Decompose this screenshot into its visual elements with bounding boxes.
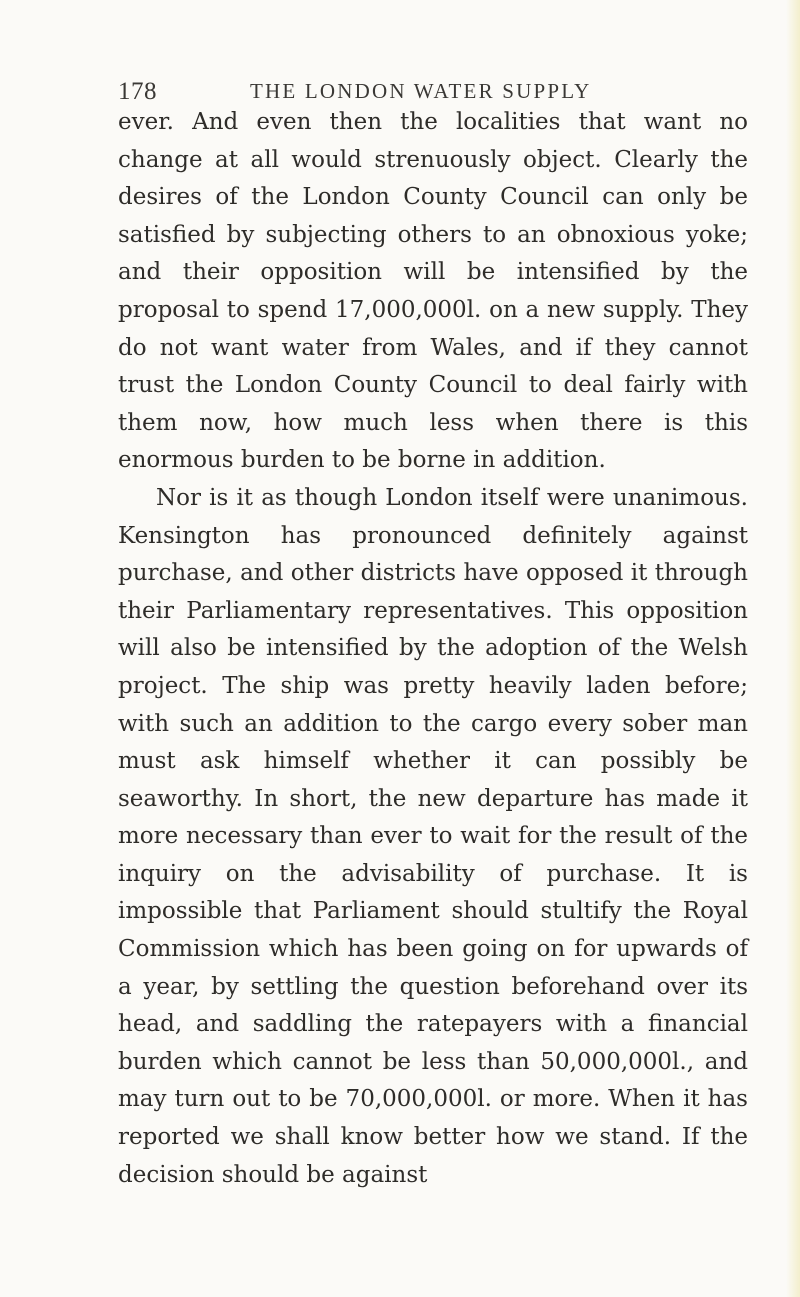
paragraph-1: ever. And even then the localities that want no change at all would strenuously object. Clearly the desires of the London County Council can only be satisfied by subjecting others to an obnoxious yoke; and their opposition will be intensified by the proposal to spend 17,000,000l. on a new supply. They do not want water from Wales, and if they cannot trust the London County Council to deal fairly with them now, how much less when there is this enormous burden to be borne in addition.: [118, 109, 748, 474]
page-edge: [786, 0, 800, 1297]
paragraph-2: Nor is it as though London itself were unanimous. Kensington has pronounced definitely against purchase, and other districts have opposed it through their Parliamentary representatives. This opposition will also be intensified by the adoption of the Welsh project. The ship was pretty heavily laden before; with such an addition to the cargo every sober man must ask himself whether it can possibly be seaworthy. In short, the new departure has made it more necessary than ever to wait for the result of the inquiry on the advisability of purchase. It is impossible that Parliament should stultify the Royal Commission which has been going on for upwards of a year, by settling the question beforehand over its head, and saddling the ratepayers with a financial burden which cannot be less than 50,000,000l., and may turn out to be 70,000,000l. or more. When it has reported we shall know better how we stand. If the decision should be against: [118, 484, 748, 1188]
body-text: [118, 104, 748, 1194]
running-title: THE LONDON WATER SUPPLY: [250, 79, 592, 103]
page-number: 178: [118, 78, 157, 105]
